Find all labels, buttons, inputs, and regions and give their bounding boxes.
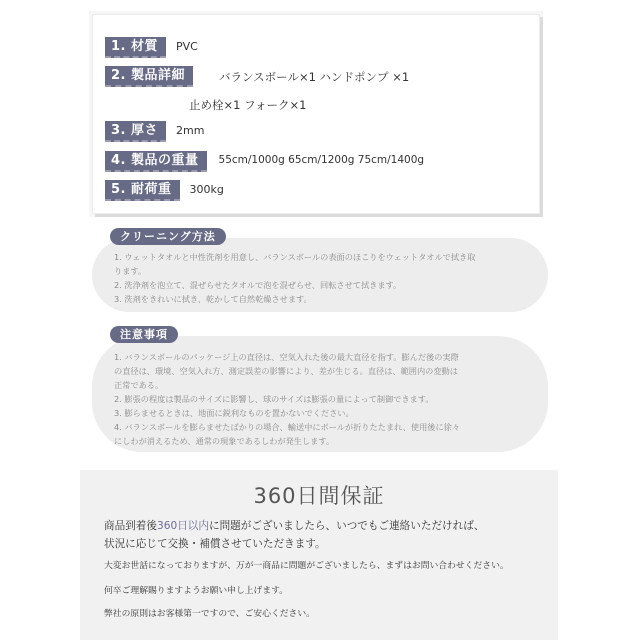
warranty-paragraph-3: 弊社の原則はお客様第一ですので、ご安心ください。: [104, 609, 315, 619]
spec-value-details-line2: 止め栓×1 フォーク×1: [189, 98, 307, 112]
warranty-paragraph-1: 大変お世話になっておりますが、万が一商品に問題がございましたら、まずはお問い合わせください。: [104, 561, 509, 571]
notes-line: の直径は、環境、空気入れ方、測定誤差の影響により、差が生じる。直径は、範囲内の変動は: [114, 366, 458, 376]
spec-label-material: 1. 材質: [105, 37, 166, 58]
spec-label-load: 5. 耐荷重: [105, 180, 180, 201]
spec-value-details-line1: バランスボール×1 ハンドポンプ ×1: [219, 70, 410, 84]
cleaning-line: 1. ウェットタオルと中性洗剤を用意し、バランスボールの表面のほこりをウェットタオルで拭き取: [114, 252, 476, 262]
warranty-lead-line2: 状況に応じて交換・補償させていただきます。: [104, 538, 326, 550]
spec-row-weight: [105, 151, 424, 172]
spec-row-load: [105, 180, 224, 201]
notes-line: 1. バランスボールのパッケージ上の直径は、空気入れた後の最大直径を指す。膨んだ後の実際: [114, 352, 459, 362]
notes-line: にしわが消えるため、通常の現象であるしわが発生します。: [114, 436, 335, 446]
notes-panel: [92, 336, 548, 452]
spec-row-details: [105, 66, 409, 112]
cleaning-line: 3. 洗剤をきれいに拭き、乾かして自然乾燥させます。: [114, 294, 312, 304]
notes-line: 4. バランスボールを膨らませたばかりの場合、輸送中にボールが折りたたまれ、使用後に徐々: [114, 422, 461, 432]
notes-title: 注意事項: [110, 326, 178, 343]
warranty-lead-pre: 商品到着後: [104, 520, 157, 532]
spec-value-material: PVC: [176, 40, 198, 53]
warranty-lead-highlight: 360日以内: [156, 520, 209, 532]
warranty-lead: [104, 517, 484, 553]
warranty-paragraph-2: 何卒ご理解賜りますようお願い申し上げます。: [104, 586, 289, 596]
spec-label-weight: 4. 製品の重量: [105, 151, 207, 172]
notes-line: 2. 膨張の程度は製品のサイズに影響し、球のサイズは膨張の量によって制御できます。: [114, 394, 434, 404]
spec-value-details: [189, 70, 410, 112]
notes-line: 正常である。: [114, 380, 164, 390]
spec-value-thickness: 2mm: [176, 124, 205, 137]
cleaning-line: 2. 洗浄剤を泡立て、混ぜらせたタオルで泡を混ぜらせ、回転させて拭きます。: [114, 280, 402, 290]
spec-value-weight: 55cm/1000g 65cm/1200g 75cm/1400g: [218, 154, 425, 166]
cleaning-panel: [92, 238, 548, 312]
cleaning-title: クリーニング方法: [110, 228, 226, 245]
cleaning-line: ります。: [114, 266, 147, 276]
spec-row-thickness: [105, 121, 204, 142]
warranty-lead-post: に問題がございましたら、いつでもご連絡いただければ、: [208, 520, 485, 532]
spec-row-material: [105, 37, 198, 58]
spec-label-thickness: 3. 厚さ: [105, 121, 166, 142]
spec-card: [92, 14, 540, 214]
spec-value-load: 300kg: [189, 183, 224, 196]
warranty-panel: [80, 470, 558, 640]
spec-label-details: 2. 製品詳細: [105, 66, 193, 87]
notes-line: 3. 膨らませるときは、地面に鋭利なものを置かないでください。: [114, 408, 354, 418]
warranty-title: 360日間保証: [253, 484, 385, 508]
